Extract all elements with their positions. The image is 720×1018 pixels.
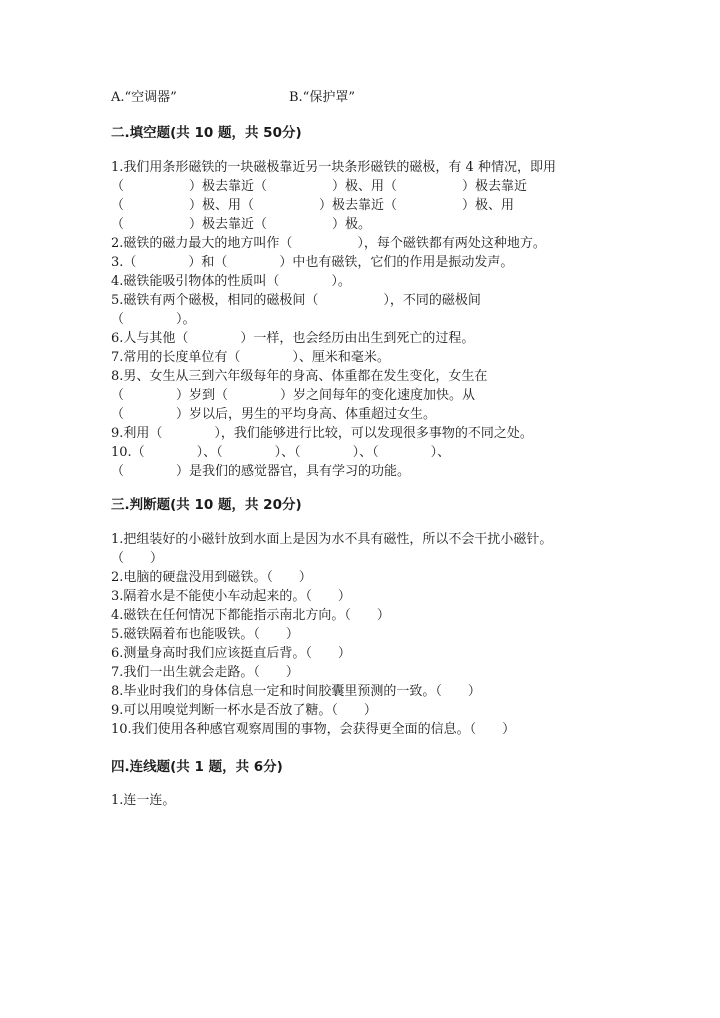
- section3-line: 3.隔着水是不能使小车动起来的。（ ）: [111, 589, 351, 604]
- section2-line: （ ）极去靠近（ ）极、用（ ）极去靠近: [111, 179, 528, 194]
- section2-line: （ ）岁以后，男生的平均身高、体重超过女生。: [111, 407, 437, 422]
- section3-line: 10.我们使用各种感官观察周围的事物，会获得更全面的信息。（ ）: [111, 722, 516, 737]
- section2-line: 10.（ ）、（ ）、（ ）、（ ）、: [111, 445, 451, 460]
- section2-line: 4.磁铁能吸引物体的性质叫（ ）。: [111, 274, 351, 289]
- section2-line: （ ）。: [111, 312, 196, 327]
- section2-line: （ ）是我们的感觉器官，具有学习的功能。: [111, 464, 411, 479]
- option-b: B.“保护罩”: [289, 90, 355, 105]
- section3-line: 9.可以用嗅觉判断一杯水是否放了糖。（ ）: [111, 703, 377, 718]
- section3-line: （ ）: [111, 551, 164, 566]
- section3-line: 4.磁铁在任何情况下都能指示南北方向。（ ）: [111, 608, 390, 623]
- section2-line: （ ）极、用（ ）极去靠近（ ）极、用: [111, 198, 515, 213]
- section3-line: 1.把组装好的小磁针放到水面上是因为水不具有磁性，所以不会干扰小磁针。: [111, 532, 553, 547]
- section2-line: （ ）岁到（ ）岁之间每年的变化速度加快。从: [111, 388, 476, 403]
- section2-line: 6.人与其他（ ）一样，也会经历由出生到死亡的过程。: [111, 331, 475, 346]
- section-3-title: 三.判断题(共 10 题，共 20分): [111, 497, 302, 513]
- section2-line: 7.常用的长度单位有（ ）、厘米和毫米。: [111, 350, 390, 365]
- section-2-title: 二.填空题(共 10 题，共 50分): [111, 125, 302, 141]
- section2-line: 9.利用（ ），我们能够进行比较，可以发现很多事物的不同之处。: [111, 426, 533, 441]
- section3-line: 5.磁铁隔着布也能吸铁。（ ）: [111, 627, 299, 642]
- section2-line: 8.男、女生从三到六年级每年的身高、体重都在发生变化，女生在: [111, 369, 488, 384]
- section2-line: 2.磁铁的磁力最大的地方叫作（ ），每个磁铁都有两处这种地方。: [111, 236, 546, 251]
- section4-line: 1.连一连。: [111, 793, 176, 808]
- section3-line: 8.毕业时我们的身体信息一定和时间胶囊里预测的一致。（ ）: [111, 684, 481, 699]
- section2-line: 1.我们用条形磁铁的一块磁极靠近另一块条形磁铁的磁极，有 4 种情况，即用: [111, 160, 556, 175]
- section2-line: 3.（ ）和（ ）中也有磁铁，它们的作用是振动发声。: [111, 255, 514, 270]
- section-4-title: 四.连线题(共 1 题，共 6分): [111, 759, 283, 775]
- section3-line: 2.电脑的硬盘没用到磁铁。（ ）: [111, 570, 312, 585]
- section3-line: 6.测量身高时我们应该挺直后背。（ ）: [111, 646, 351, 661]
- option-a: A.“空调器”: [111, 90, 177, 105]
- section3-line: 7.我们一出生就会走路。（ ）: [111, 665, 299, 680]
- section2-line: （ ）极去靠近（ ）极。: [111, 217, 372, 232]
- section2-line: 5.磁铁有两个磁极，相同的磁极间（ ），不同的磁极间: [111, 293, 481, 308]
